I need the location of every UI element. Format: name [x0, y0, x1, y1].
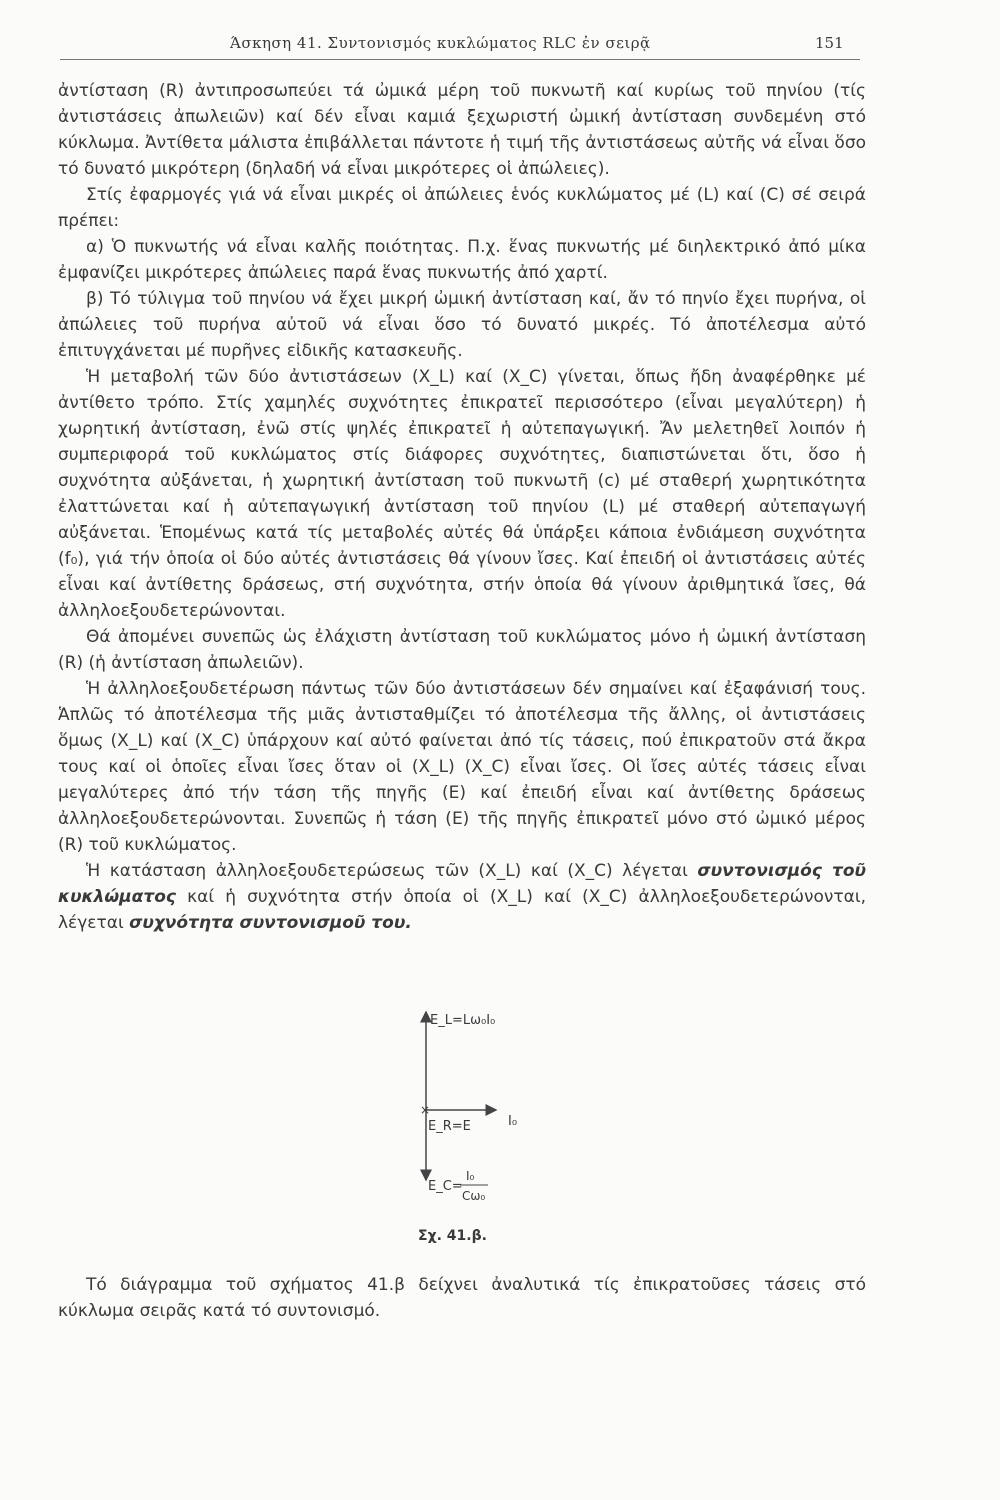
page-header [0, 30, 1000, 60]
page-number: 151 [815, 34, 844, 52]
paragraph-7: Ἡ ἀλληλοεξουδετέρωση πάντως τῶν δύο ἀντιστάσεων δέν σημαίνει καί ἐξαφάνισή τους. Ἁπλῶς τό ἀποτέλεσμα τῆς μιᾶς ἀντισταθμίζει τό ἀποτέλεσμα τῆς ἄλλης, οἱ ἀντιστάσεις ὅμως (X_L) καί (X_C) ὑπάρχουν καί αὐτό φαίνεται ἀπό τίς τάσεις, πού ἐπικρατοῦν στά ἄκρα τους καί οἱ ὁποῖες εἶναι ἴσες ὅταν οἱ (X_L) (X_C) εἶναι ἴσες. Οἱ ἴσες αὐτές τάσεις εἶναι μεγαλύτερες ἀπό τήν τάση τῆς πηγῆς (E) καί ἐπειδή εἶναι καί ἀντίθετης δράσεως ἀλληλοεξουδετερώνονται. Συνεπῶς ἡ τάση (E) τῆς πηγῆς ἐπικρατεῖ μόνο στό ὠμικό μέρος (R) τοῦ κυκλώματος. [58, 679, 866, 855]
label-io: I₀ [508, 1114, 518, 1129]
paragraph-1: ἀντίσταση (R) ἀντιπροσωπεύει τά ὠμικά μέρη τοῦ πυκνωτῆ καί κυρίως τοῦ πηνίου (τίς ἀντιστάσεις ἀπωλειῶν) καί δέν εἶναι καμιά ξεχωριστή ὠμική ἀντίσταση συνδεμένη στό κύκλωμα. Ἀντίθετα μάλιστα ἐπιβάλλεται πάντοτε ἡ τιμή τῆς ἀντιστάσεως αὐτῆς νά εἶναι ὅσο τό δυνατό μικρότερη (δηλαδή νά εἶναι μικρότερες οἱ ἀπώλειες). [58, 81, 866, 179]
term-resonance-frequency: συχνότητα συντονισμοῦ του. [129, 913, 412, 933]
header-rule [60, 59, 860, 60]
paragraph-5: Ἡ μεταβολή τῶν δύο ἀντιστάσεων (X_L) καί (X_C) γίνεται, ὅπως ἤδη ἀναφέρθηκε μέ ἀντίθετο τρόπο. Στίς χαμηλές συχνότητες ἐπικρατεῖ περισσότερο (εἶναι μεγαλύτερη) ἡ χωρητική ἀντίσταση, ἐνῶ στίς ψηλές ἐπικρατεῖ ἡ αὐτεπαγωγική. Ἄν μελετηθεῖ λοιπόν ἡ συμπεριφορά τοῦ κυκλώματος στίς διάφορες συχνότητες, διαπιστώνεται ὅτι, ὅσο ἡ συχνότητα αὐξάνεται, ἡ χωρητική ἀντίσταση τοῦ πυκνωτῆ (c) μέ σταθερή χωρητικότητα ἐλαττώνεται καί ἡ αὐτεπαγωγική ἀντίσταση τοῦ πηνίου (L) μέ σταθερή αὐτεπαγωγή αὐξάνεται. Ἑπομένως κατά τίς μεταβολές αὐτές θά ὑπάρξει κάποια ἐνδιάμεση συχνότητα (f₀), γιά τήν ὁποία οἱ δύο αὐτές ἀντιστάσεις θά γίνουν ἴσες. Καί ἐπειδή οἱ ἀντιστάσεις αὐτές εἶναι καί ἀντίθετης δράσεως, στή συχνότητα, στήν ὁποία θά γίνουν ἀριθμητικά ἴσες, θά ἀλληλοεξουδετερώνονται. [58, 367, 866, 621]
label-ec-numerator: I₀ [466, 1169, 475, 1183]
list-item-b: β) Τό τύλιγμα τοῦ πηνίου νά ἔχει μικρή ὠμική ἀντίσταση καί, ἄν τό πηνίο ἔχει πυρήνα, οἱ ἀπώλειες τοῦ πυρήνα αὐτοῦ νά εἶναι ὅσο τό δυνατό μικρές. Τό ἀποτέλεσμα αὐτό ἐπιτυγχάνεται μέ πυρῆνες εἰδικῆς κατασκευῆς. [58, 289, 866, 361]
label-ec-denominator: Cω₀ [462, 1189, 486, 1203]
paragraph-2: Στίς ἐφαρμογές γιά νά εἶναι μικρές οἱ ἀπώλειες ἑνός κυκλώματος μέ (L) καί (C) σέ σειρά πρέπει: [58, 185, 866, 231]
term-resonance: συντονισμός τοῦ κυκλώματος [58, 861, 866, 907]
p8-start: Ἡ κατάσταση ἀλληλοεξουδετερώσεως τῶν (X_L) καί (X_C) λέγεται [86, 861, 688, 881]
paragraph-8 [58, 858, 866, 936]
label-er: E_R=E [428, 1119, 471, 1134]
label-ec: E_C= [428, 1179, 463, 1194]
paragraph-6: Θά ἀπομένει συνεπῶς ὡς ἐλάχιστη ἀντίσταση τοῦ κυκλώματος μόνο ἡ ὠμική ἀντίσταση (R) (ἡ ἀντίσταση ἀπωλειῶν). [58, 627, 866, 673]
list-item-a: α) Ὁ πυκνωτής νά εἶναι καλῆς ποιότητας. Π.χ. ἕνας πυκνωτής μέ διηλεκτρικό ἀπό μίκα ἐμφανίζει μικρότερες ἀπώλειες παρά ἕνας πυκνωτής ἀπό χαρτί. [58, 237, 866, 283]
closing-text [58, 1272, 866, 1324]
body-text [58, 78, 866, 936]
phasor-svg [400, 1000, 600, 1240]
running-title: Άσκηση 41. Συντονισμός κυκλώματος RLC ἐν σειρᾷ [230, 34, 651, 52]
origin-mark: × [420, 1103, 431, 1117]
label-el: E_L=Lω₀I₀ [430, 1013, 496, 1028]
p8-mid: καί ἡ συχνότητα στήν ὁποία οἱ (X_L) καί (X_C) ἀλληλοεξουδετερώνονται, λέγεται [58, 887, 867, 933]
figure-caption: Σχ. 41.β. [418, 1228, 487, 1244]
closing-paragraph: Τό διάγραμμα τοῦ σχήματος 41.β δείχνει ἀναλυτικά τίς ἐπικρατοῦσες τάσεις στό κύκλωμα σειρᾶς κατά τό συντονισμό. [58, 1275, 866, 1321]
